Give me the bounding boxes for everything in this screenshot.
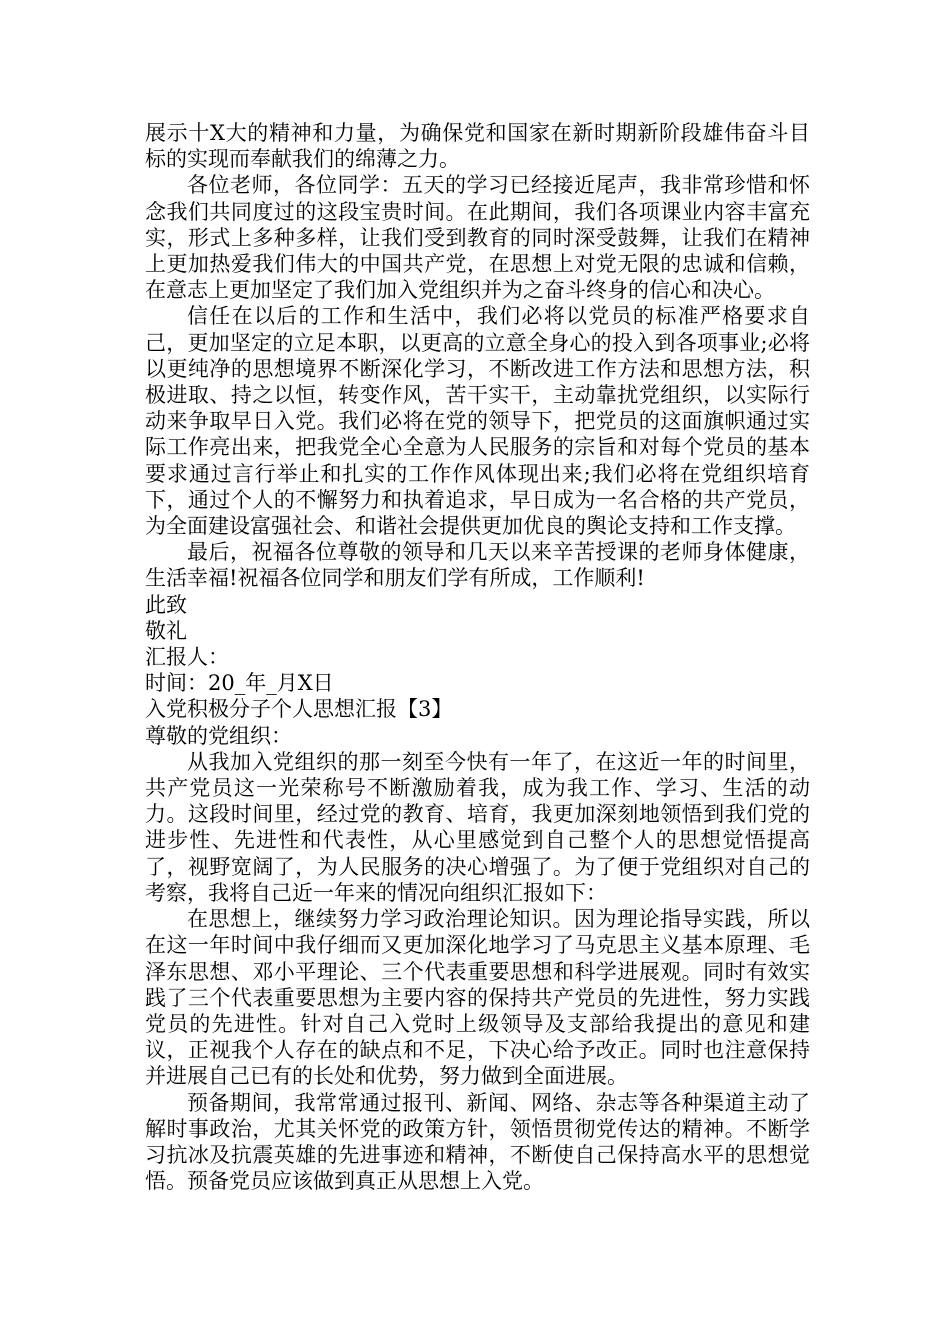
paragraph-4: 最后，祝福各位尊敬的领导和几天以来辛苦授课的老师身体健康，生活幸福!祝福各位同学和朋友们学有所成，工作顺利! — [145, 540, 810, 591]
paragraph-1: 展示十X大的精神和力量，为确保党和国家在新时期新阶段雄伟奋斗目标的实现而奉献我们的绵薄之力。 — [145, 121, 810, 172]
date-line: 时间：20_年_月X日 — [145, 671, 334, 696]
reporter-line: 汇报人： — [145, 645, 229, 670]
salutation: 尊敬的党组织： — [145, 723, 292, 748]
paragraph-7: 预备期间，我常常通过报刊、新闻、网络、杂志等各种渠道主动了解时事政治，尤其关怀党的政策方针，领悟贯彻党传达的精神。不断学习抗冰及抗震英雄的先进事迹和精神，不断使自己保持高水平的思想觉悟。预备党员应该做到真正从思想上入党。 — [145, 1090, 810, 1194]
closing-line-jingli: 敬礼 — [145, 618, 187, 643]
closing-line-cizhi: 此致 — [145, 592, 187, 617]
paragraph-2: 各位老师，各位同学：五天的学习已经接近尾声，我非常珍惜和怀念我们共同度过的这段宝贵时间。在此期间，我们各项课业内容丰富充实，形式上多种多样，让我们受到教育的同时深受鼓舞，让我们在精神上更加热爱我们伟大的中国共产党，在思想上对党无限的忠诚和信赖，在意志上更加坚定了我们加入党组织并为之奋斗终身的信心和决心。 — [145, 173, 810, 303]
section-title: 入党积极分子个人思想汇报【3】 — [145, 697, 453, 722]
document-page — [145, 120, 810, 1194]
paragraph-5: 从我加入党组织的那一刻至今快有一年了，在这近一年的时间里，共产党员这一光荣称号不断激励着我，成为我工作、学习、生活的动力。这段时间里，经过党的教育、培育，我更加深刻地领悟到我们党的进步性、先进性和代表性，从心里感觉到自己整个人的思想觉悟提高了，视野宽阔了，为人民服务的决心增强了。为了便于党组织对自己的考察，我将自己近一年来的情况向组织汇报如下： — [145, 749, 810, 905]
paragraph-6: 在思想上，继续努力学习政治理论知识。因为理论指导实践，所以在这一年时间中我仔细而又更加深化地学习了马克思主义基本原理、毛泽东思想、邓小平理论、三个代表重要思想和科学进展观。同时有效实践了三个代表重要思想为主要内容的保持共产党员的先进性，努力实践党员的先进性。针对自己入党时上级领导及支部给我提出的意见和建议，正视我个人存在的缺点和不足，下决心给予改正。同时也注意保持并进展自己已有的长处和优势，努力做到全面进展。 — [145, 907, 810, 1089]
paragraph-3: 信任在以后的工作和生活中，我们必将以党员的标准严格要求自己，更加坚定的立足本职，以更高的立意全身心的投入到各项事业;必将以更纯净的思想境界不断深化学习，不断改进工作方法和思想方法，积极进取、持之以恒，转变作风，苦干实干，主动靠扰党组织，以实际行动来争取早日入党。我们必将在党的领导下，把党员的这面旗帜通过实际工作亮出来，把我党全心全意为人民服务的宗旨和对每个党员的基本要求通过言行举止和扎实的工作作风体现出来;我们必将在党组织培育下，通过个人的不懈努力和执着追求，早日成为一名合格的共产党员，为全面建设富强社会、和谐社会提供更加优良的舆论支持和工作支撑。 — [145, 304, 810, 539]
